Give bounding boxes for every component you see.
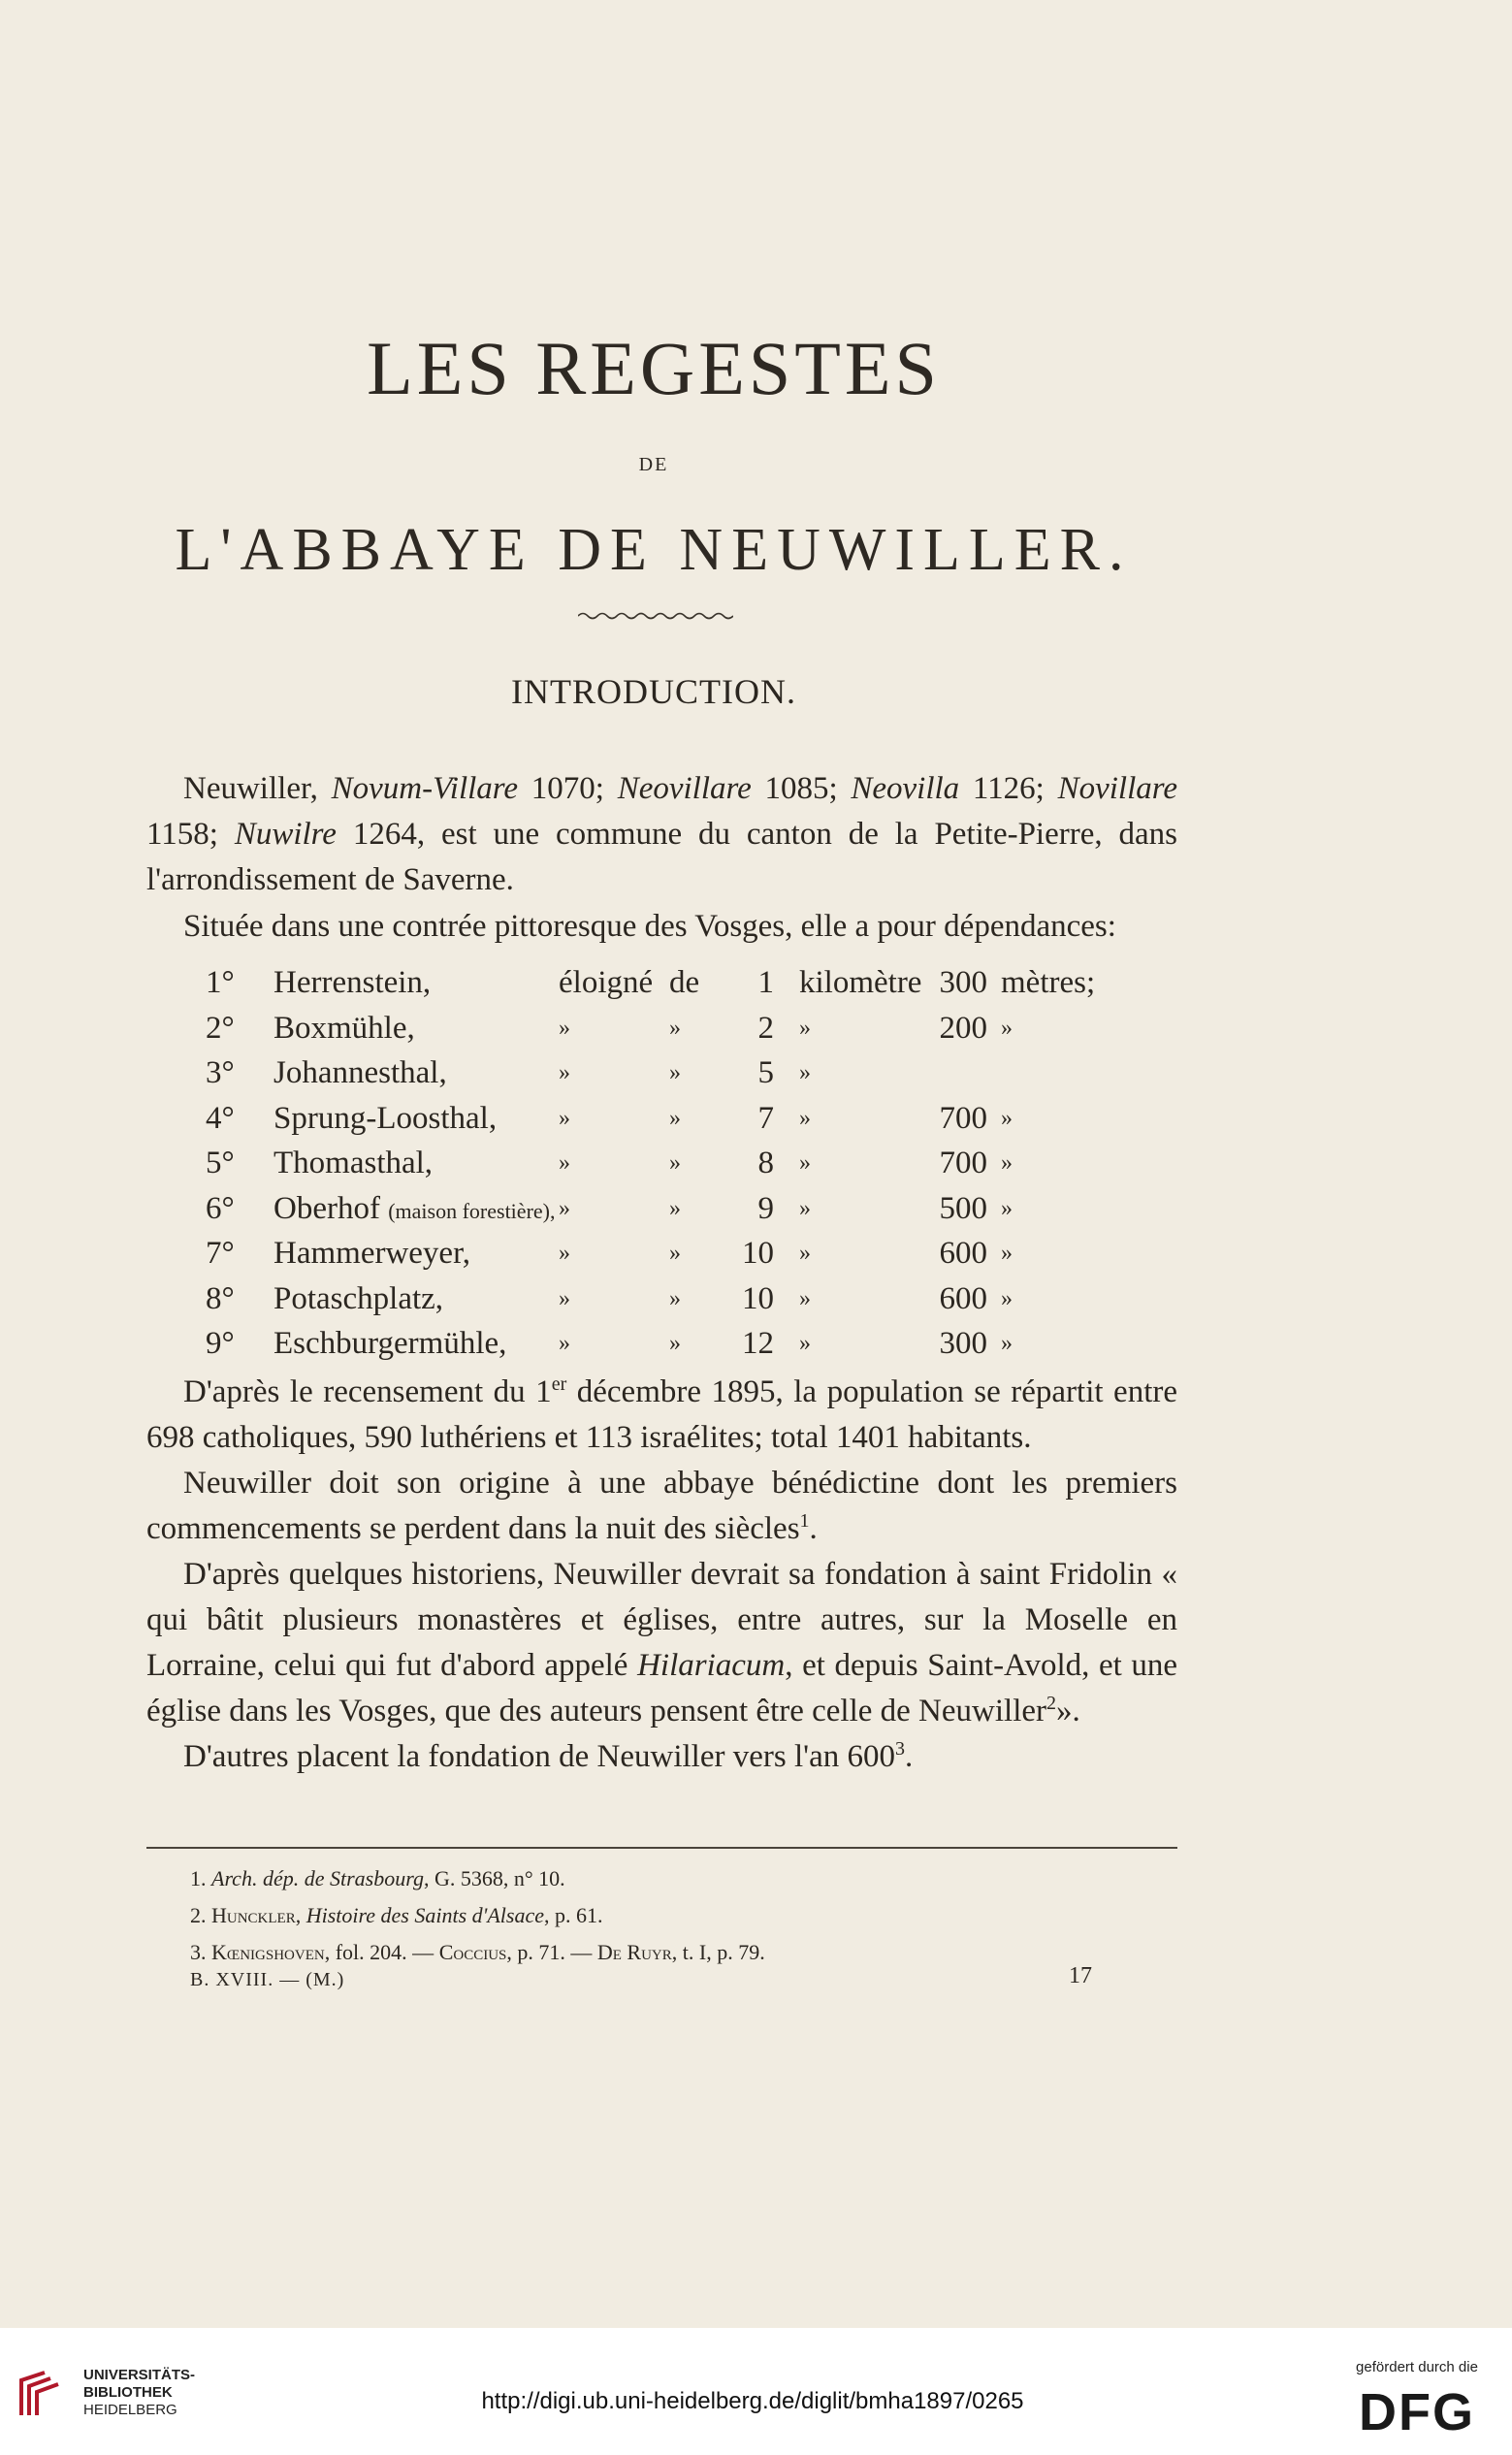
document-subtitle: L'ABBAYE DE NEUWILLER. bbox=[175, 517, 1133, 583]
dependance-kilometre: » bbox=[799, 1105, 811, 1131]
dependance-de: » bbox=[669, 1105, 681, 1131]
dependance-name: Sprung-Loosthal, bbox=[273, 1100, 498, 1136]
dependance-de: » bbox=[669, 1331, 681, 1356]
dependance-m: 300 bbox=[939, 1326, 987, 1361]
dependance-eloigne: » bbox=[559, 1150, 570, 1176]
dependance-m: 200 bbox=[939, 1010, 987, 1046]
dependance-metres: mètres; bbox=[1001, 965, 1096, 1000]
dependance-name: Oberhof (maison forestière), bbox=[273, 1190, 556, 1226]
dependance-row bbox=[206, 1276, 1137, 1322]
dependance-num: 3° bbox=[206, 1055, 235, 1090]
dependance-num: 5° bbox=[206, 1146, 235, 1180]
page-number: 17 bbox=[1069, 1963, 1092, 1988]
wavy-ornament-divider bbox=[578, 609, 733, 623]
dependance-metres: » bbox=[1001, 1285, 1013, 1311]
dependance-eloigne: éloigné bbox=[559, 965, 654, 1000]
dependance-km: 5 bbox=[757, 1055, 774, 1090]
dependance-metres: » bbox=[1001, 1015, 1013, 1041]
dependance-kilometre: » bbox=[799, 1150, 811, 1176]
digitization-footer bbox=[0, 2328, 1512, 2455]
dependance-name: Boxmühle, bbox=[273, 1010, 415, 1046]
dependance-num: 6° bbox=[206, 1190, 235, 1226]
dependance-m: 600 bbox=[939, 1236, 987, 1271]
footnotes bbox=[190, 1860, 1170, 1971]
dependance-eloigne: » bbox=[559, 1285, 570, 1311]
dependance-kilometre: kilomètre bbox=[799, 965, 922, 1000]
funding-note: gefördert durch die bbox=[1356, 2359, 1478, 2375]
dependance-kilometre: » bbox=[799, 1060, 811, 1085]
dependance-row bbox=[206, 960, 1137, 1006]
dependance-eloigne: » bbox=[559, 1015, 570, 1041]
dependance-row bbox=[206, 1141, 1137, 1186]
dependance-row bbox=[206, 1006, 1137, 1051]
dfg-logo: DFG bbox=[1359, 2383, 1475, 2441]
dependance-metres: » bbox=[1001, 1241, 1013, 1266]
title-connector: DE bbox=[638, 454, 669, 475]
dependance-name: Potaschplatz, bbox=[273, 1280, 444, 1316]
dependance-metres: » bbox=[1001, 1331, 1013, 1356]
dependance-kilometre: » bbox=[799, 1285, 811, 1311]
section-heading: INTRODUCTION. bbox=[511, 672, 796, 711]
library-name: UNIVERSITÄTS- BIBLIOTHEK HEIDELBERG bbox=[83, 2367, 196, 2418]
dependance-metres: » bbox=[1001, 1150, 1013, 1176]
dependance-metres: » bbox=[1001, 1105, 1013, 1131]
paragraphs-history bbox=[146, 1370, 1177, 1780]
dependance-row bbox=[206, 1096, 1137, 1142]
dependance-km: 10 bbox=[742, 1280, 774, 1316]
dependance-eloigne: » bbox=[559, 1195, 570, 1221]
dependance-km: 12 bbox=[742, 1326, 774, 1361]
footnote-3: 3. Kœnigshoven, fol. 204. — Coccius, p. 71. — De Ruyr, t. I, p. 79. bbox=[190, 1940, 765, 1964]
dependance-km: 9 bbox=[757, 1190, 774, 1226]
dependance-num: 2° bbox=[206, 1010, 235, 1046]
paragraph-fridolin: D'après quelques historiens, Neuwiller devrait sa fondation à saint Fridolin « qui bâtit plusieurs monastères et églises, entre autres, sur la Moselle en Lorraine, celui qui fut d'abord appelé Hilariacum, et depuis Saint-Avold, et une église dans les Vosges, que des auteurs pensent être celle de Neuwiller$^2$». bbox=[146, 1557, 1178, 1728]
university-library-logo-icon bbox=[16, 2367, 70, 2421]
dependance-m: 500 bbox=[939, 1190, 987, 1226]
dependance-num: 7° bbox=[206, 1236, 235, 1271]
dependance-name: Hammerweyer, bbox=[273, 1236, 470, 1271]
dependance-de: » bbox=[669, 1015, 681, 1041]
dependance-num: 4° bbox=[206, 1100, 235, 1136]
paragraph-origin: Neuwiller doit son origine à une abbaye bénédictine dont les premiers commencements se perdent dans la nuit des siècles$^1$. bbox=[146, 1466, 1177, 1546]
document-title: LES REGESTES bbox=[367, 326, 941, 410]
dependance-num: 8° bbox=[206, 1280, 235, 1316]
dependance-m: 700 bbox=[939, 1100, 987, 1136]
dependance-kilometre: » bbox=[799, 1331, 811, 1356]
dependance-km: 8 bbox=[757, 1146, 774, 1180]
dependance-row bbox=[206, 1231, 1137, 1276]
dependance-de: de bbox=[669, 965, 700, 1000]
footnote-rule bbox=[146, 1847, 1177, 1849]
paragraph-foundation: D'autres placent la fondation de Neuwiller vers l'an $600^3$. bbox=[183, 1738, 914, 1774]
dependance-eloigne: » bbox=[559, 1331, 570, 1356]
dependance-de: » bbox=[669, 1285, 681, 1311]
dependance-km: 1 bbox=[757, 965, 774, 1000]
paragraph-intro: Neuwiller, Novum-Villare 1070; Neovillare 1085; Neovilla 1126; Novillare 1158; Nuwilre 1264, est une commune du canton de la Petite-Pierre, dans l'arrondissement de Saverne. bbox=[146, 771, 1178, 897]
dependance-kilometre: » bbox=[799, 1241, 811, 1266]
footnote-1: 1. Arch. dép. de Strasbourg, G. 5368, n° 10. bbox=[190, 1866, 565, 1890]
dependances-table bbox=[206, 960, 1137, 1367]
dependance-de: » bbox=[669, 1060, 681, 1085]
dependance-eloigne: » bbox=[559, 1105, 570, 1131]
dependance-m: 700 bbox=[939, 1146, 987, 1180]
dependance-km: 10 bbox=[742, 1236, 774, 1271]
dependance-name: Johannesthal, bbox=[273, 1055, 447, 1090]
paragraph-dependances: Située dans une contrée pittoresque des Vosges, elle a pour dépendances: bbox=[183, 909, 1116, 944]
dependance-metres: » bbox=[1001, 1195, 1013, 1221]
dependance-row bbox=[206, 1186, 1137, 1232]
dependance-row bbox=[206, 1050, 1137, 1096]
dependance-km: 7 bbox=[757, 1100, 774, 1136]
dependance-de: » bbox=[669, 1150, 681, 1176]
paragraph-census: D'après le recensement du 1er décembre 1895, la population se répartit entre 698 catholiques, 590 luthériens et 113 israélites; total 1401 habitants. bbox=[146, 1373, 1178, 1455]
dependance-name: Herrenstein, bbox=[273, 965, 432, 1000]
dependance-de: » bbox=[669, 1195, 681, 1221]
dependance-eloigne: » bbox=[559, 1060, 570, 1085]
permalink-url[interactable]: http://digi.ub.uni-heidelberg.de/diglit/bmha1897/0265 bbox=[481, 2388, 1024, 2414]
dependance-name: Eschburgermühle, bbox=[273, 1326, 507, 1361]
printer-signature: B. XVIII. — (M.) bbox=[190, 1969, 345, 1990]
dependance-m: 300 bbox=[939, 965, 987, 1000]
dependance-de: » bbox=[669, 1241, 681, 1266]
footnote-2: 2. Hunckler, Histoire des Saints d'Alsace, p. 61. bbox=[190, 1903, 603, 1927]
dependance-km: 2 bbox=[757, 1010, 774, 1046]
dependance-eloigne: » bbox=[559, 1241, 570, 1266]
dependance-kilometre: » bbox=[799, 1195, 811, 1221]
dependance-name: Thomasthal, bbox=[273, 1146, 434, 1180]
dependance-kilometre: » bbox=[799, 1015, 811, 1041]
dependance-num: 1° bbox=[206, 965, 235, 1000]
dependance-num: 9° bbox=[206, 1326, 235, 1361]
dependance-m: 600 bbox=[939, 1280, 987, 1316]
dependance-row bbox=[206, 1321, 1137, 1367]
